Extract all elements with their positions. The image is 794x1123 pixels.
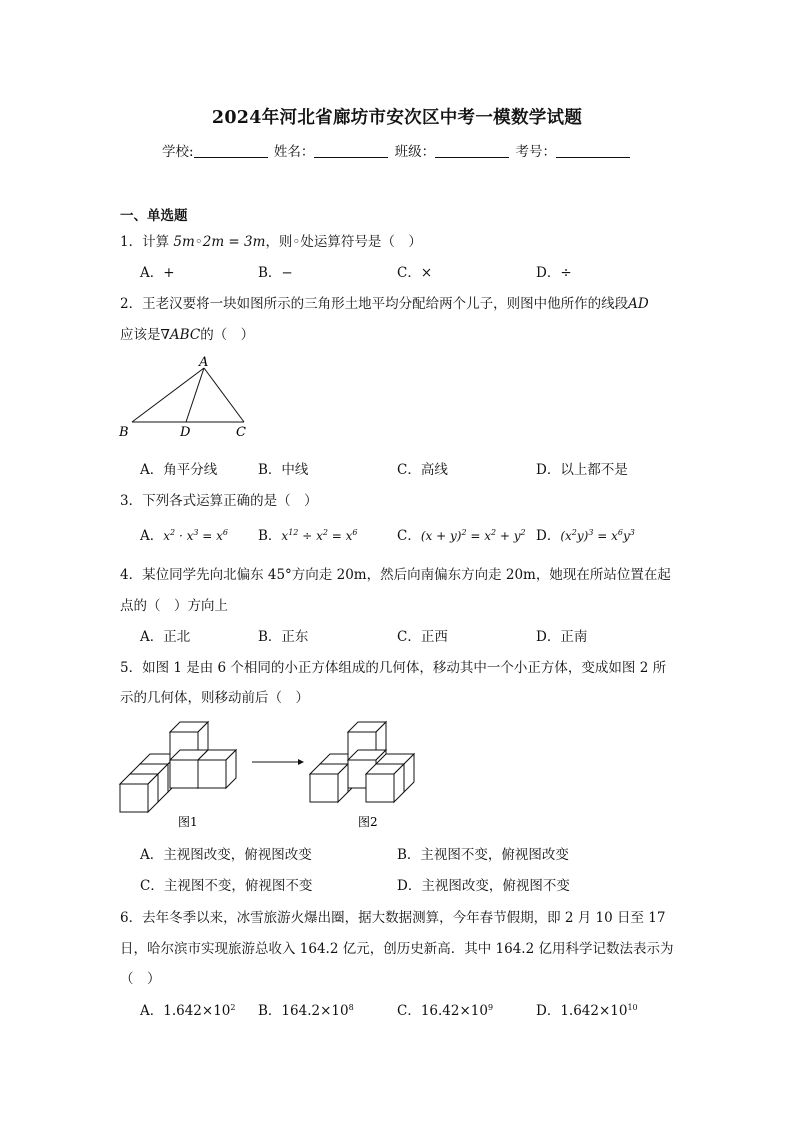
question-4-line2: 点的（ ）方向上: [120, 598, 228, 614]
arrow-head: [298, 759, 304, 765]
q3-option-d[interactable]: [536, 524, 635, 544]
class-label: 班级：: [394, 144, 436, 160]
q2-line2-pre: 应该是: [120, 327, 161, 343]
q1-expr2: 2m = 3m: [202, 234, 266, 250]
q6-a-exp: 2: [230, 1003, 236, 1012]
label-a: A: [199, 355, 209, 370]
q1-option-b[interactable]: B．−: [258, 265, 293, 281]
triangle-figure: [112, 350, 262, 442]
question-1: [120, 230, 422, 250]
q3-d-expr: $(x^2y)^3 = x^6y^3$: [560, 528, 635, 543]
figure-2-caption: 图2: [358, 815, 378, 829]
segment-ad: [186, 368, 204, 422]
q6-option-a[interactable]: [140, 999, 235, 1019]
figure-1-caption: 图1: [178, 815, 198, 829]
exam-no-blank[interactable]: [556, 145, 630, 158]
q2-triangle-name: ∇ABC: [160, 327, 201, 343]
question-3: 3．下列各式运算正确的是（ ）: [120, 493, 318, 509]
exam-no-label: 考号：: [515, 144, 556, 160]
cube-figures: [112, 712, 432, 834]
q2-option-d[interactable]: D．以上都不是: [536, 462, 628, 478]
q4-option-d[interactable]: D．正南: [536, 629, 588, 645]
question-2-line2: [120, 323, 254, 343]
q1-number: 1．: [120, 234, 143, 250]
q5-option-c[interactable]: C．主视图不变，俯视图不变: [140, 878, 313, 894]
name-label: 姓名：: [273, 144, 315, 160]
question-6-line1: 6．去年冬季以来，冰雪旅游火爆出圈，据大数据测算，今年春节假期，即 2 月 10 日至 17: [120, 910, 666, 926]
q5-option-a[interactable]: A．主视图改变，俯视图改变: [140, 847, 312, 863]
q6-c-exp: 9: [487, 1003, 494, 1012]
q4-option-a[interactable]: A．正北: [140, 629, 191, 645]
section-heading: 一、单选题: [120, 208, 188, 224]
q3-option-a[interactable]: [140, 524, 228, 544]
q6-b-text: B．164.2×10: [258, 1003, 349, 1019]
q1-expr: 5m: [173, 234, 195, 250]
q3-c-expr: $(x + y)^2 = x^2 + y^2$: [420, 528, 526, 543]
q3-a-label: A．: [140, 528, 164, 544]
student-info-line: [0, 140, 794, 160]
side-ab: [132, 368, 204, 422]
label-d: D: [180, 425, 191, 440]
q2-option-c[interactable]: C．高线: [397, 462, 448, 478]
q6-c-text: C．16.42×10: [397, 1003, 488, 1019]
question-6-line3: （ ）: [120, 971, 161, 987]
q3-option-c[interactable]: [397, 524, 526, 544]
q1-prefix: 计算: [142, 234, 174, 250]
question-6-line2: 日，哈尔滨市实现旅游总收入 164.2 亿元，创历史新高．其中 164.2 亿用科学记数法表示为: [120, 941, 674, 957]
page-title: 2024年河北省廊坊市安次区中考一模数学试题: [211, 108, 583, 128]
q3-b-expr: $x^{12} \div x^2 = x^6$: [281, 528, 358, 543]
q3-c-label: C．: [397, 528, 421, 544]
q3-a-expr: $x^2 \cdot x^3 = x^6$: [163, 528, 228, 543]
q3-option-b[interactable]: [258, 524, 357, 544]
question-2-line1: [120, 292, 649, 312]
q6-option-c[interactable]: [397, 999, 493, 1019]
question-4-line1: 4．某位同学先向北偏东 45°方向走 20m，然后向南偏东方向走 20m，她现在所站位置在起: [120, 567, 671, 583]
q1-suffix: ，则◦处运算符号是（ ）: [265, 234, 422, 250]
q6-d-text: D．1.642×10: [536, 1003, 628, 1019]
q6-option-d[interactable]: [536, 999, 638, 1019]
question-5-line2: 示的几何体，则移动前后（ ）: [120, 690, 309, 706]
q3-b-label: B．: [258, 528, 282, 544]
school-blank[interactable]: [194, 145, 268, 158]
q2-var-ad: AD: [628, 296, 649, 312]
q2-option-b[interactable]: B．中线: [258, 462, 309, 478]
label-b: B: [119, 425, 129, 440]
q5-option-d[interactable]: D．主视图改变，俯视图不变: [397, 878, 570, 894]
q1-option-a[interactable]: A．+: [140, 265, 175, 281]
side-ac: [204, 368, 244, 422]
q1-option-c[interactable]: C．×: [397, 265, 433, 281]
figure-2-cubes: [310, 722, 414, 802]
q1-circle: ◦: [194, 234, 203, 250]
q4-option-c[interactable]: C．正西: [397, 629, 448, 645]
q6-a-text: A．1.642×10: [140, 1003, 231, 1019]
q3-d-label: D．: [536, 528, 561, 544]
q2-line2-post: 的（ ）: [200, 327, 255, 343]
q6-d-exp: 10: [627, 1003, 638, 1012]
q5-option-b[interactable]: B．主视图不变，俯视图改变: [397, 847, 569, 863]
figure-1-cubes: [120, 722, 236, 812]
q4-option-b[interactable]: B．正东: [258, 629, 309, 645]
class-blank[interactable]: [435, 145, 509, 158]
label-c: C: [236, 425, 246, 440]
q1-option-d[interactable]: D．÷: [536, 265, 572, 281]
question-5-line1: 5．如图 1 是由 6 个相同的小正方体组成的几何体，移动其中一个小正方体，变成如图 2 所: [120, 660, 667, 676]
q2-text: 2．王老汉要将一块如图所示的三角形土地平均分配给两个儿子，则图中他所作的线段: [120, 296, 629, 312]
school-label: 学校:: [162, 144, 194, 160]
q2-option-a[interactable]: A．角平分线: [140, 462, 218, 478]
q6-b-exp: 8: [348, 1003, 354, 1012]
q6-option-b[interactable]: [258, 999, 354, 1019]
name-blank[interactable]: [314, 145, 388, 158]
